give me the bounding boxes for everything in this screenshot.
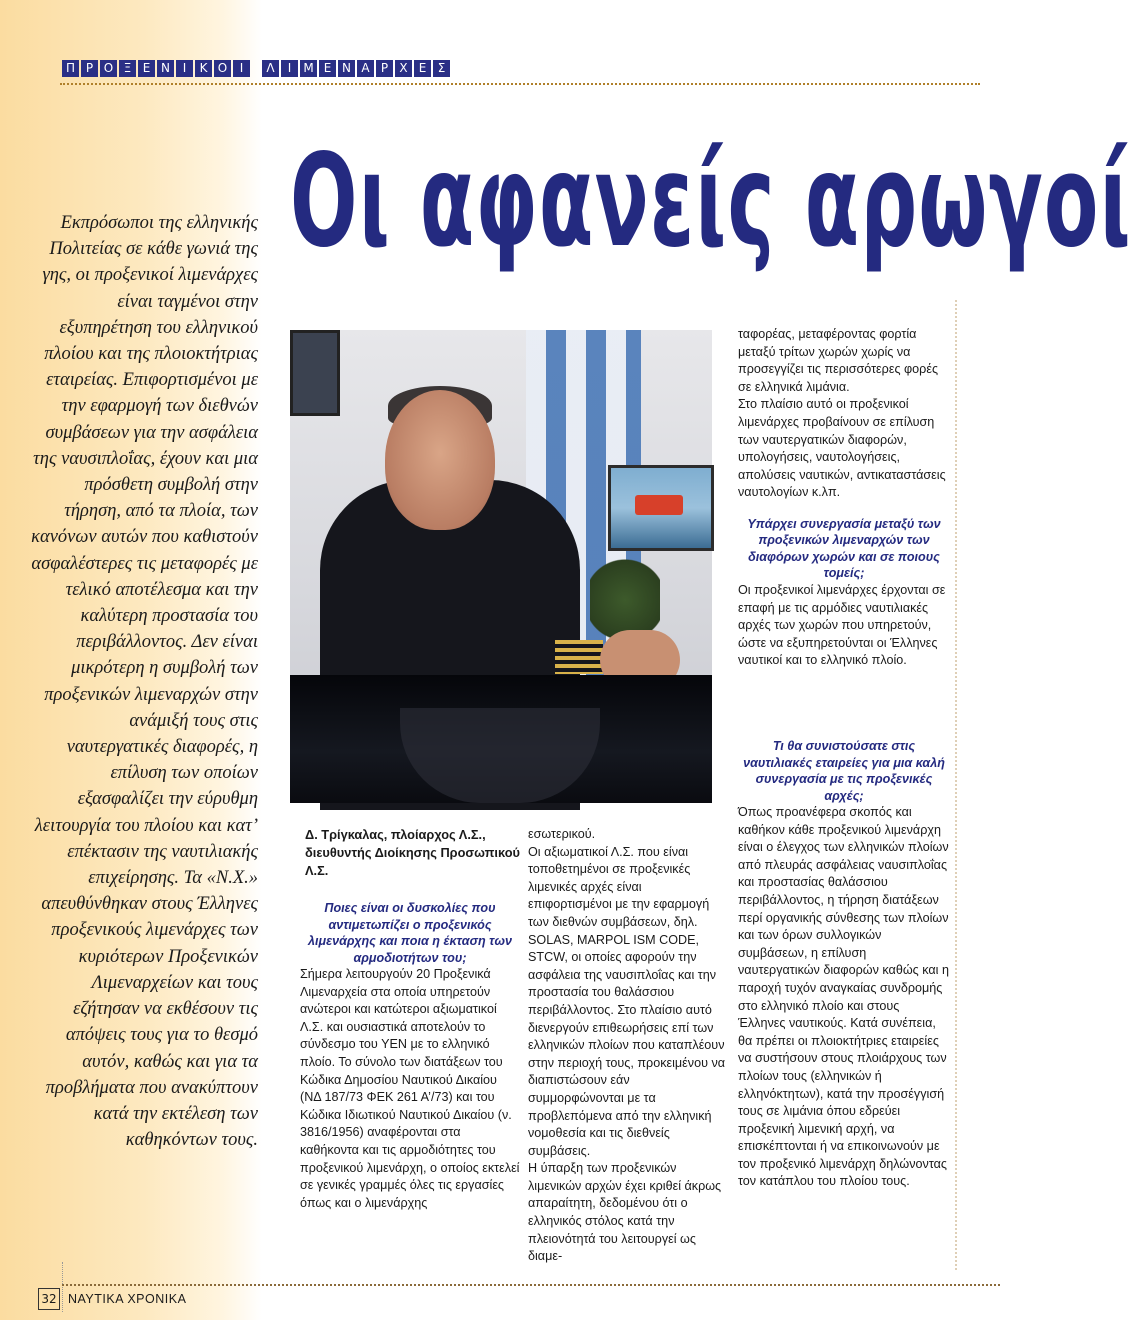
answer-1: Σήμερα λειτουργούν 20 Προξενικά Λιμεναρχεία στα οποία υπηρετούν ανώτεροι και κατώτεροι αξιωματικοί Λ.Σ. και ουσιαστικά αποτελούν το σύνδεσμο του ΥΕΝ με το ελληνικό πλοίο. Το σύνολο των διατάξεων του Κώδικα Δημοσίου Ναυτικού Δικαίου (ΝΔ 187/73 ΦΕΚ 261 Α’/73) και του Κώδικα Ιδιωτικού Ναυτικού Δικαίου (ν. 3816/1956) αναφέρονται στα καθήκοντα και τις αρμοδιότητες του προξενικού λιμενάρχη, ο οποίος εκτελεί σε γενικές γραμμές όλες τις εργασίες όπως και ο λιμενάρχης bbox=[300, 967, 520, 1210]
section-title bbox=[62, 60, 450, 77]
section-title-letter: Ε bbox=[138, 60, 155, 77]
answer-3: Όπως προανέφερα σκοπός και καθήκον κάθε προξενικού λιμενάρχη είναι ο έλεγχος των ελληνικών πλοίων από πλευράς ασφάλειας ναυσιπλοΐας και προστασίας θαλάσσιου περιβάλλοντος, η τήρηση διατάξεων περί οργανικής σύνθεσης των πλοίων και των όρων συλλογικών συμβάσεων, η επίλυση ναυτεργατικών διαφορών καθώς και η παροχή τυχόν αναγκαίας συνδρομής στο ελληνικό πλοίο και στους Έλληνες ναυτικούς. Κατά συνέπεια, θα πρέπει οι πλοιοκτήτριες εταιρείες να συστήσουν στους πλοιάρχους των πλοίων τους (ελληνικών ή ελληνόκτητων), κατά την προσέγγισή τους σε λιμάνια όπου εδρεύει προξενική λιμενική αρχή, να επισκέπτονται ή να επικοινωνούν με τον προξενικό λιμενάρχη δηλώνοντας τον κατάπλου του πλοίου τους. bbox=[738, 805, 949, 1189]
section-title-letter: Ι bbox=[233, 60, 250, 77]
column-1 bbox=[300, 900, 520, 1212]
answer-2: Οι προξενικοί λιμενάρχες έρχονται σε επαφή με τις αρμόδιες ναυτιλιακές αρχές των χωρών που υπηρετούν, ώστε να εξυπηρετούνται οι Έλληνες ναυτικοί και το ελληνικό πλοίο. bbox=[738, 582, 946, 668]
section-title-letter: Ν bbox=[157, 60, 174, 77]
section-title-letter: Ι bbox=[281, 60, 298, 77]
section-title-gap bbox=[252, 60, 260, 77]
section-title-letter: Ο bbox=[214, 60, 231, 77]
col2-text-3: Η ύπαρξη των προξενικών λιμενικών αρχών έχει κριθεί άκρως απαραίτητη, δεδομένου ότι ο ελληνικός στόλος κατά την πλειονότητά του λειτουργεί ως διαμε- bbox=[528, 1161, 722, 1264]
section-title-letter: Σ bbox=[433, 60, 450, 77]
section-title-letter: Χ bbox=[395, 60, 412, 77]
journal-name: ΝΑΥΤΙΚΑ ΧΡΟΝΙΚΑ bbox=[68, 1292, 187, 1306]
section-title-letter: Ρ bbox=[376, 60, 393, 77]
section-title-letter: Ο bbox=[100, 60, 117, 77]
section-title-letter: Ξ bbox=[119, 60, 136, 77]
header-dotted-rule bbox=[60, 83, 980, 85]
footer-vertical-rule bbox=[62, 1262, 63, 1312]
col3-text-2: Στο πλαίσιο αυτό οι προξενικοί λιμενάρχες προβαίνουν σε επίλυση των ναυτεργατικών διαφορών, υπολογήσεις, ναυτολογήσεις, απολύσεις ναυτικών, αντικαταστάσεις ναυτολογίων κ.λπ. bbox=[738, 397, 946, 500]
section-title-letter: Ι bbox=[176, 60, 193, 77]
col2-text-2: Οι αξιωματικοί Λ.Σ. που είναι τοποθετημένοι σε προξενικές λιμενικές αρχές είναι επιφορτισμένοι με την εφαρμογή των διεθνών συμβάσεων, δηλ. SOLAS, MARPOL ISM CODE, STCW, οι οποίες αφορούν την ασφάλεια της ναυσιπλοΐας και την προστασία του θαλάσσιου περιβάλλοντος. Στο πλαίσιο αυτό διενεργούν επιθεωρήσεις επί των ελληνικών πλοίων που καταπλέουν στην περιοχή τους, προκειμένου να διαπιστώσουν εάν συμμορφώνονται με τα προβλεπόμενα από την ελληνική νομοθεσία και τις διεθνείς συμβάσεις. bbox=[528, 844, 726, 1158]
section-title-letter: Ε bbox=[414, 60, 431, 77]
question-2: Υπάρχει συνεργασία μεταξύ των προξενικών λιμεναρχών των διαφόρων χωρών και σε ποιους τομείς; bbox=[747, 516, 941, 581]
section-title-letter: Λ bbox=[262, 60, 279, 77]
column-3-top bbox=[738, 326, 950, 670]
section-title-letter: Κ bbox=[195, 60, 212, 77]
col3-text-1: ταφορέας, μεταφέροντας φορτία μεταξύ τρίτων χωρών χωρίς να προσεγγίζει τις περισσότερες φορές σε ελληνικά λιμάνια. bbox=[738, 327, 939, 394]
section-title-letter: Μ bbox=[300, 60, 317, 77]
footer-dotted-rule bbox=[62, 1284, 1000, 1286]
portrait-photo bbox=[290, 330, 712, 803]
column-3-bottom bbox=[738, 738, 950, 1191]
column-2 bbox=[528, 826, 728, 1266]
photo-caption: Δ. Τρίγκαλας, πλοίαρχος Λ.Σ., διευθυντής Διοίκησης Προσωπικού Λ.Σ. bbox=[305, 827, 520, 878]
intro-text: Εκπρόσωποι της ελληνικής Πολιτείας σε κάθε γωνιά της γης, οι προξενικοί λιμενάρχες είναι ταγμένοι στην εξυπηρέτηση του ελληνικού πλοίου και της πλοιοκτήτριας εταιρείας. Επιφορτισμένοι με την εφαρμογή των διεθνών συμβάσεων για την ασφάλεια της ναυσιπλοΐας, έχουν και μια πρόσθετη συμβολή στην τήρηση, από τα πλοία, των κανόνων αυτών που καθιστούν ασφαλέστερες τις μεταφορές με τελικό αποτέλεσμα και την καλύτερη προστασία του περιβάλλοντος. Δεν είναι μικρότερη η συμβολή των προξενικών λιμεναρχών στην ανάμιξή τους στις ναυτεργατικές διαφορές, η επίλυση των οποίων εξασφαλίζει την εύρυθμη λειτουργία του πλοίου και κατ’ επέκτασιν της ναυτιλιακής επιχείρησης. Τα «Ν.Χ.» απευθύνθηκαν στους Έλληνες προξενικούς λιμενάρχες των κυριότερων Προξενικών Λιμεναρχείων και τους εζήτησαν να εκθέσουν τις απόψεις τους για το θεσμό αυτόν, καθώς και για τα προβλήματα που ανακύπτουν κατά την εκτέλεση των καθηκόντων τους. bbox=[31, 213, 258, 1151]
page-number: 32 bbox=[38, 1288, 60, 1310]
col2-text-1: εσωτερικού. bbox=[528, 827, 596, 841]
right-dotted-rule bbox=[955, 300, 957, 1270]
question-1: Ποιες είναι οι δυσκολίες που αντιμετωπίζει ο προξενικός λιμενάρχης και ποια η έκταση των αρμοδιοτήτων του; bbox=[308, 901, 512, 965]
section-title-letter: Ε bbox=[319, 60, 336, 77]
question-3: Τι θα συνιστούσατε στις ναυτιλιακές εταιρείες για μια καλή συνεργασία με τις προξενικές αρχές; bbox=[743, 739, 945, 803]
section-title-letter: Ν bbox=[338, 60, 355, 77]
section-title-letter: Π bbox=[62, 60, 79, 77]
headline: Οι αφανείς αρωγοί bbox=[290, 127, 1132, 276]
section-title-letter: Ρ bbox=[81, 60, 98, 77]
section-title-letter: Α bbox=[357, 60, 374, 77]
